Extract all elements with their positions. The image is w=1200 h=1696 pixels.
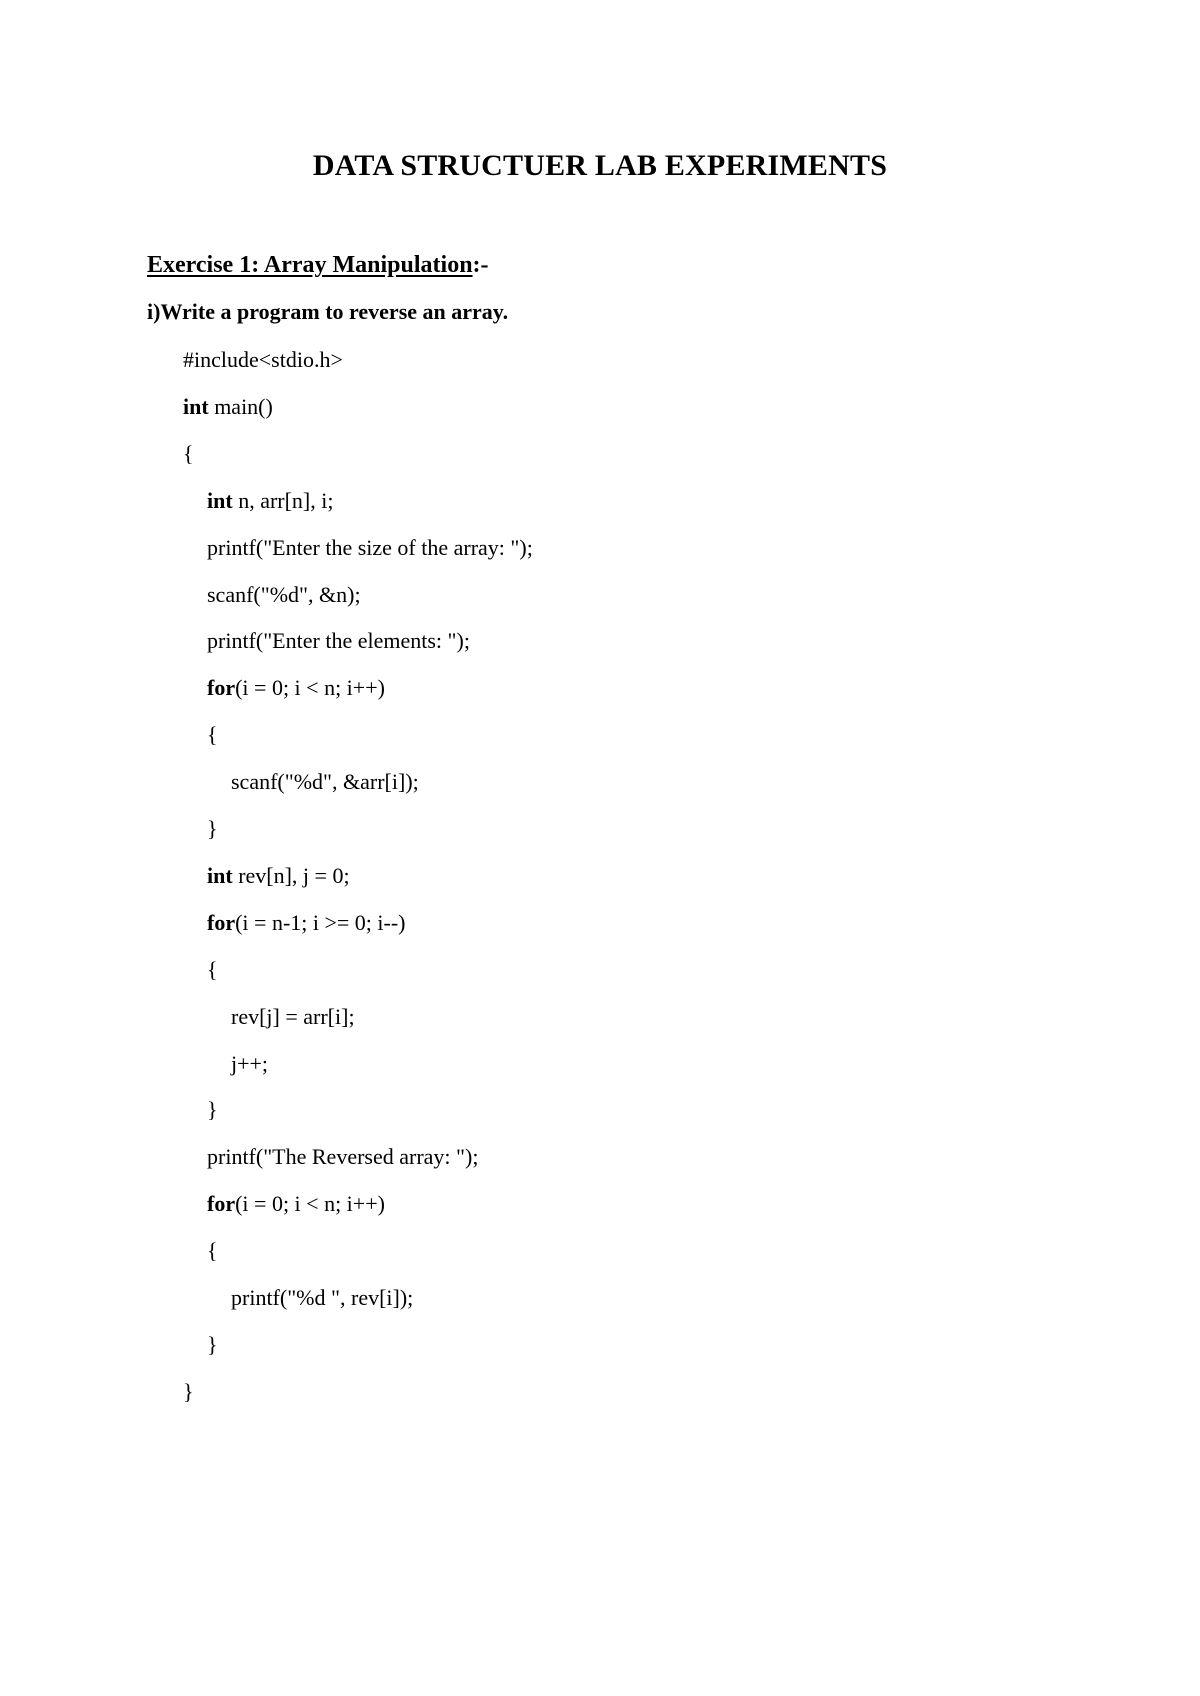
code-line	[207, 1141, 478, 1173]
code-text: {	[207, 722, 218, 747]
code-line	[231, 1001, 355, 1033]
exercise-heading-suffix: :-	[472, 252, 489, 278]
code-text: {	[183, 441, 194, 466]
code-text: j++;	[231, 1051, 269, 1076]
code-text: }	[183, 1379, 194, 1404]
code-line	[183, 1376, 194, 1408]
code-line	[207, 954, 218, 986]
code-line	[231, 766, 419, 798]
code-text: printf("The Reversed array: ");	[207, 1144, 479, 1169]
task-description: i)Write a program to reverse an array.	[147, 299, 509, 324]
code-keyword: for	[207, 1191, 236, 1216]
code-line	[207, 579, 361, 611]
code-text: n, arr[n], i;	[232, 488, 334, 513]
code-line	[207, 907, 406, 939]
code-text: rev[j] = arr[i];	[231, 1004, 355, 1029]
code-text: scanf("%d", &n);	[207, 582, 361, 607]
code-line	[207, 1188, 385, 1220]
code-text: #include<stdio.h>	[183, 347, 343, 372]
code-keyword: int	[183, 394, 209, 419]
document-title: DATA STRUCTUER LAB EXPERIMENTS	[312, 149, 888, 182]
code-text: printf("%d ", rev[i]);	[231, 1285, 414, 1310]
code-text: {	[207, 957, 218, 982]
code-line	[183, 438, 194, 470]
code-text: }	[207, 1332, 218, 1357]
code-line	[207, 532, 533, 564]
code-line	[207, 1094, 218, 1126]
code-line	[207, 813, 218, 845]
code-line	[207, 672, 385, 704]
code-line	[207, 719, 218, 751]
code-keyword: for	[207, 910, 236, 935]
code-keyword: int	[207, 863, 233, 888]
code-line	[207, 485, 333, 517]
code-line	[207, 860, 350, 892]
code-text: (i = 0; i < n; i++)	[235, 675, 385, 700]
code-line	[183, 391, 273, 423]
code-text: scanf("%d", &arr[i]);	[231, 769, 419, 794]
code-keyword: int	[207, 488, 233, 513]
code-line	[207, 625, 470, 657]
code-text: {	[207, 1238, 218, 1263]
code-text: main()	[208, 394, 273, 419]
exercise-heading-text: Exercise 1: Array Manipulation	[147, 252, 473, 278]
exercise-heading	[147, 249, 489, 281]
code-text: rev[n], j = 0;	[232, 863, 350, 888]
code-line	[207, 1235, 218, 1267]
code-line	[231, 1282, 413, 1314]
code-text: printf("Enter the elements: ");	[207, 628, 470, 653]
code-line	[207, 1329, 218, 1361]
code-keyword: for	[207, 675, 236, 700]
code-line	[183, 344, 343, 376]
code-text: }	[207, 1097, 218, 1122]
code-text: (i = n-1; i >= 0; i--)	[235, 910, 406, 935]
code-line	[231, 1048, 268, 1080]
code-text: }	[207, 816, 218, 841]
code-text: printf("Enter the size of the array: ");	[207, 535, 533, 560]
code-text: (i = 0; i < n; i++)	[235, 1191, 385, 1216]
